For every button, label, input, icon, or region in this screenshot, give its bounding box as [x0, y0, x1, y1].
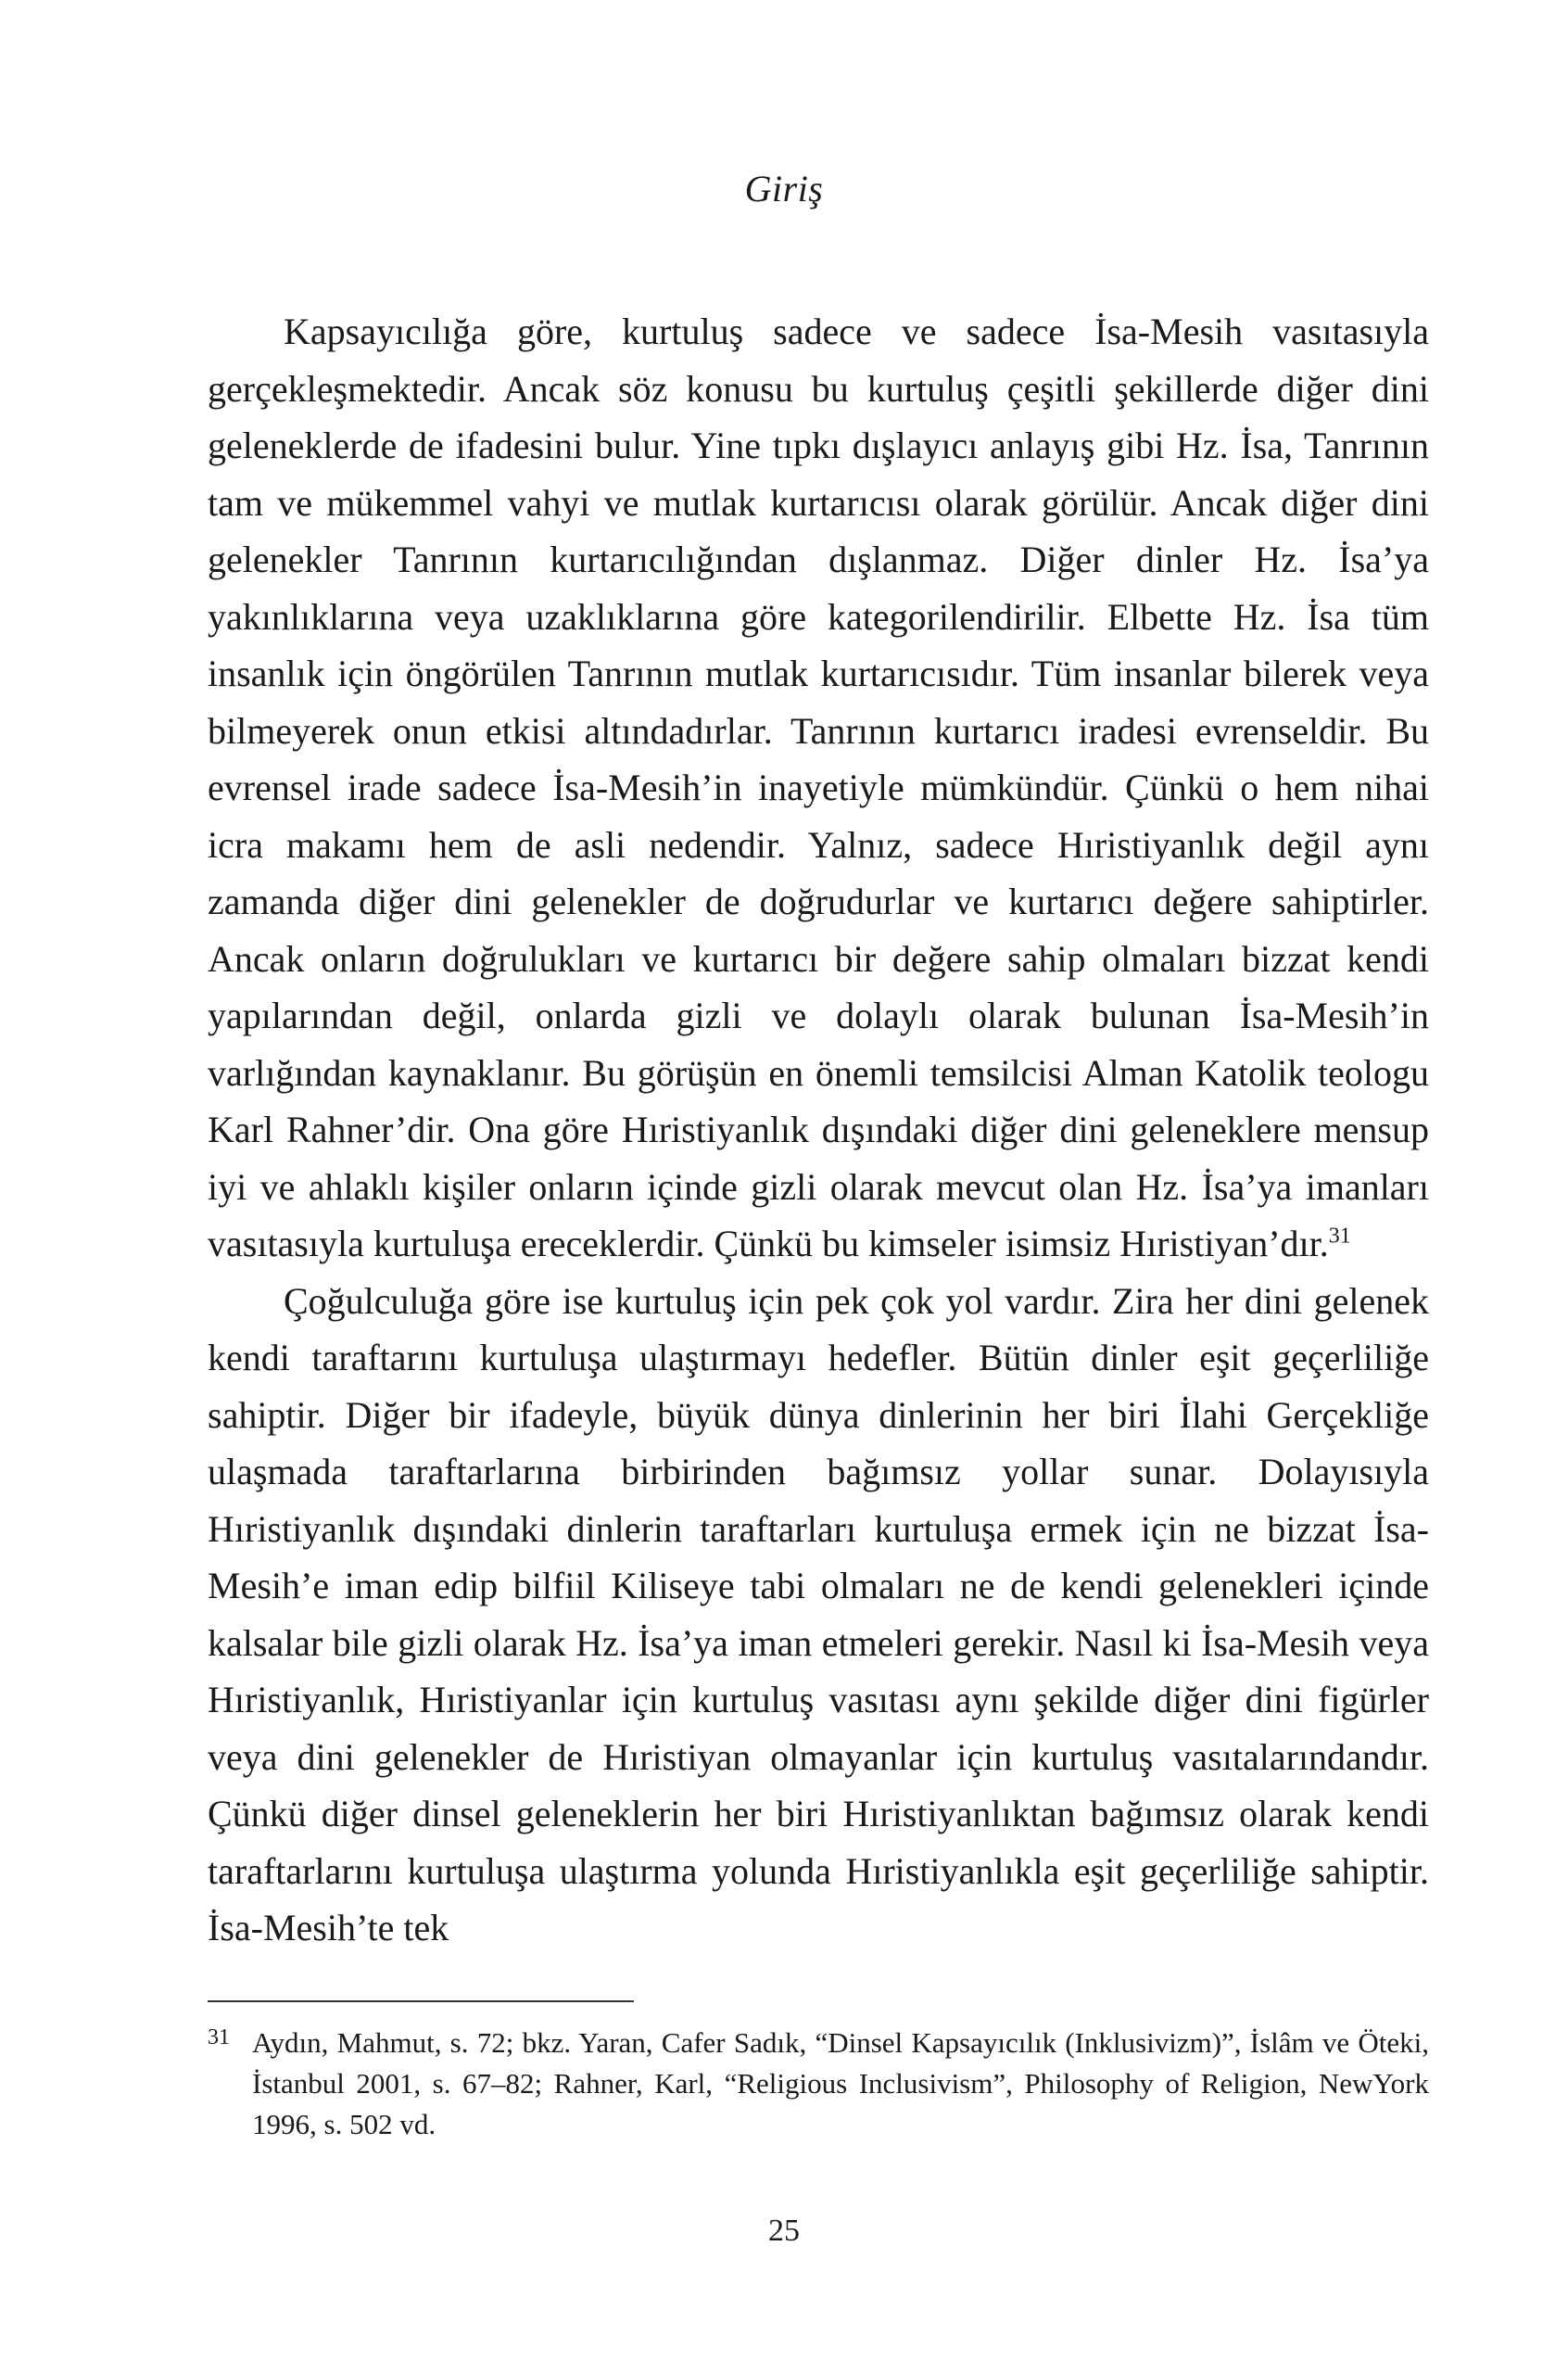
- paragraph-2: [208, 1273, 1429, 1957]
- body-text: [208, 303, 1429, 1957]
- paragraph-1-text: Kapsayıcılığa göre, kurtuluş sadece ve sadece İsa-Mesih vasıtasıyla gerçekleşmektedir. Ancak söz konusu bu kurtuluş çeşitli şekillerde diğer dini geleneklerde de ifadesini bulur. Yine tıpkı dışlayıcı anlayış gibi Hz. İsa, Tanrının tam ve mükemmel vahyi ve mutlak kurtarıcısı olarak görülür. Ancak diğer dini gelenekler Tanrının kurtarıcılığından dışlanmaz. Diğer dinler Hz. İsa’ya yakınlıklarına veya uzaklıklarına göre kategorilendirilir. Elbette Hz. İsa tüm insanlık için öngörülen Tanrının mutlak kurtarıcısıdır. Tüm insanlar bilerek veya bilmeyerek onun etkisi altındadırlar. Tanrının kurtarıcı iradesi evrenseldir. Bu evrensel irade sadece İsa-Mesih’in inayetiyle mümkündür. Çünkü o hem nihai icra makamı hem de asli nedendir. Yalnız, sadece Hıristiyanlık değil aynı zamanda diğer dini gelenekler de doğrudurlar ve kurtarıcı değere sahiptirler. Ancak onların doğrulukları ve kurtarıcı bir değere sahip olmaları bizzat kendi yapılarından değil, onlarda gizli ve dolaylı olarak bulunan İsa-Mesih’in varlığından kaynaklanır. Bu görüşün en önemli temsilcisi Alman Katolik teologu Karl Rahner’dir. Ona göre Hıristiyanlık dışındaki diğer dini geleneklere mensup iyi ve ahlaklı kişiler onların içinde gizli olarak mevcut olan Hz. İsa’ya imanları vasıtasıyla kurtuluşa ereceklerdir. Çünkü bu kimseler isimsiz Hıristiyan’dır.: [208, 311, 1429, 1264]
- footnote-text: Aydın, Mahmut, s. 72; bkz. Yaran, Cafer Sadık, “Dinsel Kapsayıcılık (Inklusivizm)”, İslâm ve Öteki, İstanbul 2001, s. 67–82; Rahner, Karl, “Religious Inclusivism”, Philosophy of Religion, NewYork 1996, s. 502 vd.: [252, 2026, 1429, 2140]
- footnote-divider: [208, 2000, 634, 2002]
- footnote: [208, 2023, 1429, 2145]
- footnote-number: 31: [208, 2025, 230, 2049]
- footnote-reference[interactable]: 31: [1328, 1224, 1351, 1249]
- running-head: Giriş: [744, 168, 824, 209]
- page-number: 25: [768, 2214, 800, 2248]
- paragraph-1: [208, 303, 1429, 1273]
- paragraph-2-text: Çoğulculuğa göre ise kurtuluş için pek çok yol vardır. Zira her dini gelenek kendi taraftarını kurtuluşa ulaştırmayı hedefler. Bütün dinler eşit geçerliliğe sahiptir. Diğer bir ifadeyle, büyük dünya dinlerinin her biri İlahi Gerçekliğe ulaşmada taraftarlarına birbirinden bağımsız yollar sunar. Dolayısıyla Hıristiyanlık dışındaki dinlerin taraftarları kurtuluşa ermek için ne bizzat İsa-Mesih’e iman edip bilfiil Kiliseye tabi olmaları ne de kendi gelenekleri içinde kalsalar bile gizli olarak Hz. İsa’ya iman etmeleri gerekir. Nasıl ki İsa-Mesih veya Hıristiyanlık, Hıristiyanlar için kurtuluş vasıtası aynı şekilde diğer dini figürler veya dini gelenekler de Hıristiyan olmayanlar için kurtuluş vasıtalarındandır. Çünkü diğer dinsel geleneklerin her biri Hıristiyanlıktan bağımsız olarak kendi taraftarlarını kurtuluşa ulaştırma yolunda Hıristiyanlıkla eşit geçerliliğe sahiptir. İsa-Mesih’te tek: [208, 1279, 1429, 1948]
